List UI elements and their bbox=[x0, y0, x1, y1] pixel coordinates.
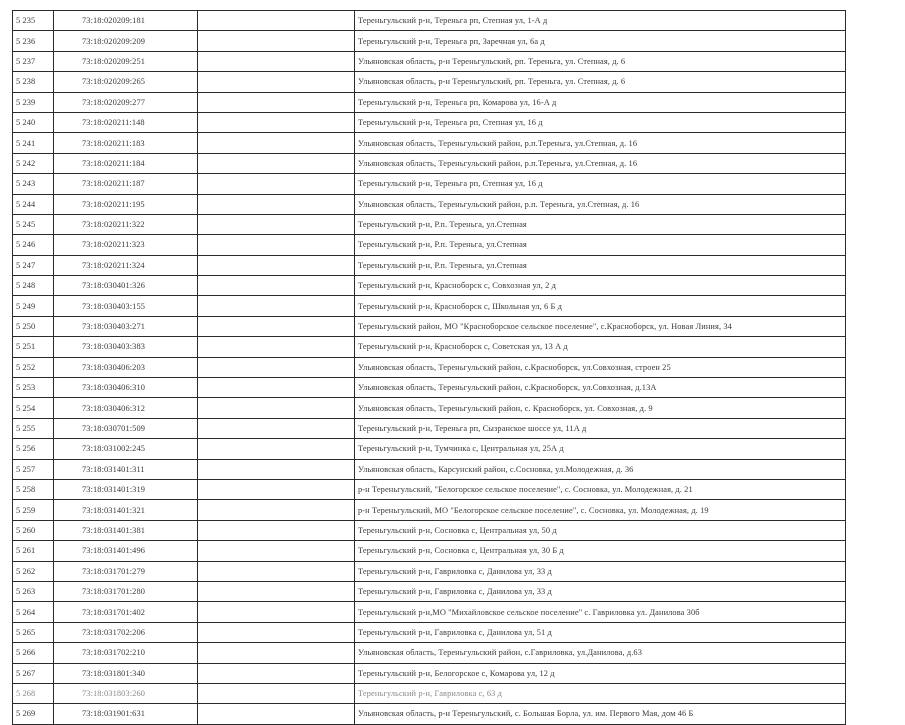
empty-cell bbox=[198, 112, 355, 132]
document-sheet bbox=[12, 10, 846, 725]
empty-cell bbox=[198, 337, 355, 357]
table-row bbox=[13, 541, 846, 561]
row-number-cell: 5 261 bbox=[13, 541, 54, 561]
cadastral-number-cell: 73:18:031401:311 bbox=[54, 459, 198, 479]
cadastral-number-cell: 73:18:020211:187 bbox=[54, 174, 198, 194]
empty-cell bbox=[198, 92, 355, 112]
empty-cell bbox=[198, 418, 355, 438]
row-number-cell: 5 241 bbox=[13, 133, 54, 153]
address-cell: Тереньгульский р-н, Белогорское с, Комарова ул, 12 д bbox=[355, 663, 846, 683]
address-cell: Тереньгульский р-н, Красноборск с, Совхозная ул, 2 д bbox=[355, 276, 846, 296]
table-row bbox=[13, 439, 846, 459]
cadastral-number-cell: 73:18:020211:324 bbox=[54, 255, 198, 275]
empty-cell bbox=[198, 602, 355, 622]
table-row bbox=[13, 92, 846, 112]
address-cell: Тереньгульский р-н, Тереньга рп, Сызранское шоссе ул, 11А д bbox=[355, 418, 846, 438]
cadastral-number-cell: 73:18:020209:277 bbox=[54, 92, 198, 112]
cadastral-number-cell: 73:18:031701:402 bbox=[54, 602, 198, 622]
table-row bbox=[13, 398, 846, 418]
address-cell: Ульяновская область, Тереньгульский район, р.п. Тереньга, ул.Степная, д. 16 bbox=[355, 194, 846, 214]
cadastral-number-cell: 73:18:031702:210 bbox=[54, 643, 198, 663]
table-row bbox=[13, 31, 846, 51]
cadastral-number-cell: 73:18:020211:322 bbox=[54, 214, 198, 234]
row-number-cell: 5 251 bbox=[13, 337, 54, 357]
address-cell: р-н Тереньгульский, МО "Белогорское сельское поселение", с. Сосновка, ул. Молодежная, д. 19 bbox=[355, 500, 846, 520]
address-cell: р-н Тереньгульский, "Белогорское сельское поселение", с. Сосновка, ул. Молодежная, д. 21 bbox=[355, 479, 846, 499]
row-number-cell: 5 265 bbox=[13, 622, 54, 642]
row-number-cell: 5 235 bbox=[13, 11, 54, 31]
table-row bbox=[13, 357, 846, 377]
cadastral-number-cell: 73:18:030406:203 bbox=[54, 357, 198, 377]
address-cell: Тереньгульский р-н, Гавриловка с, 63 д bbox=[355, 683, 846, 703]
cadastral-number-cell: 73:18:031002:245 bbox=[54, 439, 198, 459]
address-cell: Ульяновская область, Тереньгульский район, с. Красноборск, ул. Совхозная, д. 9 bbox=[355, 398, 846, 418]
row-number-cell: 5 250 bbox=[13, 316, 54, 336]
table-row bbox=[13, 112, 846, 132]
row-number-cell: 5 247 bbox=[13, 255, 54, 275]
address-cell: Тереньгульский р-н, Р.п. Тереньга, ул.Степная bbox=[355, 214, 846, 234]
empty-cell bbox=[198, 663, 355, 683]
table-row bbox=[13, 704, 846, 724]
table-row bbox=[13, 418, 846, 438]
address-cell: Ульяновская область, р-н Тереньгульский, рп. Тереньга, ул. Степная, д. 6 bbox=[355, 72, 846, 92]
row-number-cell: 5 267 bbox=[13, 663, 54, 683]
empty-cell bbox=[198, 255, 355, 275]
row-number-cell: 5 244 bbox=[13, 194, 54, 214]
cadastral-number-cell: 73:18:031901:631 bbox=[54, 704, 198, 724]
address-cell: Ульяновская область, Тереньгульский район, с.Гавриловка, ул.Данилова, д.63 bbox=[355, 643, 846, 663]
table-row bbox=[13, 296, 846, 316]
empty-cell bbox=[198, 643, 355, 663]
row-number-cell: 5 259 bbox=[13, 500, 54, 520]
row-number-cell: 5 258 bbox=[13, 479, 54, 499]
table-row bbox=[13, 683, 846, 703]
empty-cell bbox=[198, 72, 355, 92]
address-cell: Тереньгульский р-н, Р.п. Тереньга, ул.Степная bbox=[355, 255, 846, 275]
row-number-cell: 5 256 bbox=[13, 439, 54, 459]
table-row bbox=[13, 11, 846, 31]
empty-cell bbox=[198, 561, 355, 581]
row-number-cell: 5 255 bbox=[13, 418, 54, 438]
row-number-cell: 5 245 bbox=[13, 214, 54, 234]
table-row bbox=[13, 520, 846, 540]
cadastral-number-cell: 73:18:020211:183 bbox=[54, 133, 198, 153]
cadastral-number-cell: 73:18:020209:265 bbox=[54, 72, 198, 92]
empty-cell bbox=[198, 378, 355, 398]
empty-cell bbox=[198, 296, 355, 316]
address-cell: Ульяновская область, р-н Тереньгульский, рп. Тереньга, ул. Степная, д. 6 bbox=[355, 51, 846, 71]
address-cell: Ульяновская область, Тереньгульский район, р.п.Тереньга, ул.Степная, д. 16 bbox=[355, 133, 846, 153]
table-row bbox=[13, 500, 846, 520]
empty-cell bbox=[198, 235, 355, 255]
cadastral-number-cell: 73:18:030406:312 bbox=[54, 398, 198, 418]
cadastral-number-cell: 73:18:030403:155 bbox=[54, 296, 198, 316]
table-row bbox=[13, 153, 846, 173]
table-row bbox=[13, 459, 846, 479]
address-cell: Тереньгульский р-н, Тереньга рп, Комарова ул, 16-А д bbox=[355, 92, 846, 112]
table-row bbox=[13, 663, 846, 683]
table-row bbox=[13, 276, 846, 296]
table-row bbox=[13, 337, 846, 357]
cadastral-number-cell: 73:18:020209:251 bbox=[54, 51, 198, 71]
address-cell: Тереньгульский р-н, Гавриловка с, Данилова ул, 33 д bbox=[355, 581, 846, 601]
empty-cell bbox=[198, 704, 355, 724]
address-cell: Тереньгульский р-н, Тереньга рп, Степная ул, 1-А д bbox=[355, 11, 846, 31]
cadastral-number-cell: 73:18:020211:323 bbox=[54, 235, 198, 255]
cadastral-number-cell: 73:18:031701:279 bbox=[54, 561, 198, 581]
address-cell: Тереньгульский р-н, Тереньга рп, Заречная ул, 6а д bbox=[355, 31, 846, 51]
row-number-cell: 5 249 bbox=[13, 296, 54, 316]
cadastral-number-cell: 73:18:030403:271 bbox=[54, 316, 198, 336]
cadastral-number-cell: 73:18:031801:340 bbox=[54, 663, 198, 683]
address-cell: Ульяновская область, р-н Тереньгульский, с. Большая Борла, ул. им. Первого Мая, дом 46 Б bbox=[355, 704, 846, 724]
property-table bbox=[12, 10, 846, 725]
row-number-cell: 5 243 bbox=[13, 174, 54, 194]
row-number-cell: 5 246 bbox=[13, 235, 54, 255]
address-cell: Тереньгульский р-н, Сосновка с, Центральная ул, 30 Б д bbox=[355, 541, 846, 561]
address-cell: Тереньгульский р-н,МО "Михайловское сельское поселение" с. Гавриловка ул. Данилова 30б bbox=[355, 602, 846, 622]
table-row bbox=[13, 561, 846, 581]
table-row bbox=[13, 72, 846, 92]
empty-cell bbox=[198, 316, 355, 336]
row-number-cell: 5 268 bbox=[13, 683, 54, 703]
cadastral-number-cell: 73:18:020209:181 bbox=[54, 11, 198, 31]
address-cell: Тереньгульский р-н, Гавриловка с, Данилова ул, 33 д bbox=[355, 561, 846, 581]
row-number-cell: 5 237 bbox=[13, 51, 54, 71]
empty-cell bbox=[198, 11, 355, 31]
row-number-cell: 5 253 bbox=[13, 378, 54, 398]
address-cell: Тереньгульский р-н, Красноборск с, Советская ул, 13 А д bbox=[355, 337, 846, 357]
empty-cell bbox=[198, 174, 355, 194]
address-cell: Тереньгульский р-н, Гавриловка с, Данилова ул, 51 д bbox=[355, 622, 846, 642]
table-row bbox=[13, 643, 846, 663]
address-cell: Ульяновская область, Тереньгульский район, с.Красноборск, ул.Совхозная, д.13А bbox=[355, 378, 846, 398]
row-number-cell: 5 239 bbox=[13, 92, 54, 112]
empty-cell bbox=[198, 581, 355, 601]
address-cell: Ульяновская область, Тереньгульский район, р.п.Тереньга, ул.Степная, д. 16 bbox=[355, 153, 846, 173]
table-row bbox=[13, 174, 846, 194]
empty-cell bbox=[198, 276, 355, 296]
table-row bbox=[13, 602, 846, 622]
cadastral-number-cell: 73:18:031803:260 bbox=[54, 683, 198, 703]
address-cell: Тереньгульский р-н, Красноборск с, Школьная ул, 6 Б д bbox=[355, 296, 846, 316]
empty-cell bbox=[198, 51, 355, 71]
table-row bbox=[13, 255, 846, 275]
cadastral-number-cell: 73:18:031401:319 bbox=[54, 479, 198, 499]
empty-cell bbox=[198, 398, 355, 418]
cadastral-number-cell: 73:18:020211:148 bbox=[54, 112, 198, 132]
table-row bbox=[13, 194, 846, 214]
address-cell: Ульяновская область, Тереньгульский район, с.Красноборск, ул.Совхозная, строен 25 bbox=[355, 357, 846, 377]
empty-cell bbox=[198, 541, 355, 561]
cadastral-number-cell: 73:18:030401:326 bbox=[54, 276, 198, 296]
table-row bbox=[13, 133, 846, 153]
empty-cell bbox=[198, 31, 355, 51]
table-row bbox=[13, 378, 846, 398]
address-cell: Ульяновская область, Карсунский район, с.Сосновка, ул.Молодежная, д. 36 bbox=[355, 459, 846, 479]
address-cell: Тереньгульский р-н, Тереньга рп, Степная ул, 16 д bbox=[355, 112, 846, 132]
table-row bbox=[13, 581, 846, 601]
cadastral-number-cell: 73:18:031702:206 bbox=[54, 622, 198, 642]
table-row bbox=[13, 316, 846, 336]
cadastral-number-cell: 73:18:031701:280 bbox=[54, 581, 198, 601]
row-number-cell: 5 236 bbox=[13, 31, 54, 51]
cadastral-number-cell: 73:18:030406:310 bbox=[54, 378, 198, 398]
table-body bbox=[13, 11, 846, 725]
row-number-cell: 5 257 bbox=[13, 459, 54, 479]
cadastral-number-cell: 73:18:030403:383 bbox=[54, 337, 198, 357]
empty-cell bbox=[198, 683, 355, 703]
row-number-cell: 5 264 bbox=[13, 602, 54, 622]
cadastral-number-cell: 73:18:031401:381 bbox=[54, 520, 198, 540]
table-row bbox=[13, 479, 846, 499]
address-cell: Тереньгульский район, МО "Красноборское сельское поселение", с.Красноборск, ул. Новая Линия, 34 bbox=[355, 316, 846, 336]
row-number-cell: 5 266 bbox=[13, 643, 54, 663]
empty-cell bbox=[198, 153, 355, 173]
empty-cell bbox=[198, 214, 355, 234]
cadastral-number-cell: 73:18:020211:195 bbox=[54, 194, 198, 214]
table-row bbox=[13, 51, 846, 71]
cadastral-number-cell: 73:18:020209:209 bbox=[54, 31, 198, 51]
address-cell: Тереньгульский р-н, Тереньга рп, Степная ул, 16 д bbox=[355, 174, 846, 194]
empty-cell bbox=[198, 439, 355, 459]
row-number-cell: 5 240 bbox=[13, 112, 54, 132]
row-number-cell: 5 260 bbox=[13, 520, 54, 540]
address-cell: Тереньгульский р-н, Сосновка с, Центральная ул, 50 д bbox=[355, 520, 846, 540]
row-number-cell: 5 263 bbox=[13, 581, 54, 601]
empty-cell bbox=[198, 459, 355, 479]
address-cell: Тереньгульский р-н, Тумчинка с, Центральная ул, 25А д bbox=[355, 439, 846, 459]
empty-cell bbox=[198, 500, 355, 520]
empty-cell bbox=[198, 357, 355, 377]
cadastral-number-cell: 73:18:031401:496 bbox=[54, 541, 198, 561]
row-number-cell: 5 262 bbox=[13, 561, 54, 581]
empty-cell bbox=[198, 479, 355, 499]
row-number-cell: 5 254 bbox=[13, 398, 54, 418]
cadastral-number-cell: 73:18:020211:184 bbox=[54, 153, 198, 173]
row-number-cell: 5 252 bbox=[13, 357, 54, 377]
empty-cell bbox=[198, 133, 355, 153]
empty-cell bbox=[198, 194, 355, 214]
address-cell: Тереньгульский р-н, Р.п. Тереньга, ул.Степная bbox=[355, 235, 846, 255]
row-number-cell: 5 248 bbox=[13, 276, 54, 296]
table-row bbox=[13, 235, 846, 255]
row-number-cell: 5 238 bbox=[13, 72, 54, 92]
cadastral-number-cell: 73:18:031401:321 bbox=[54, 500, 198, 520]
table-row bbox=[13, 214, 846, 234]
row-number-cell: 5 242 bbox=[13, 153, 54, 173]
empty-cell bbox=[198, 520, 355, 540]
cadastral-number-cell: 73:18:030701:509 bbox=[54, 418, 198, 438]
row-number-cell: 5 269 bbox=[13, 704, 54, 724]
